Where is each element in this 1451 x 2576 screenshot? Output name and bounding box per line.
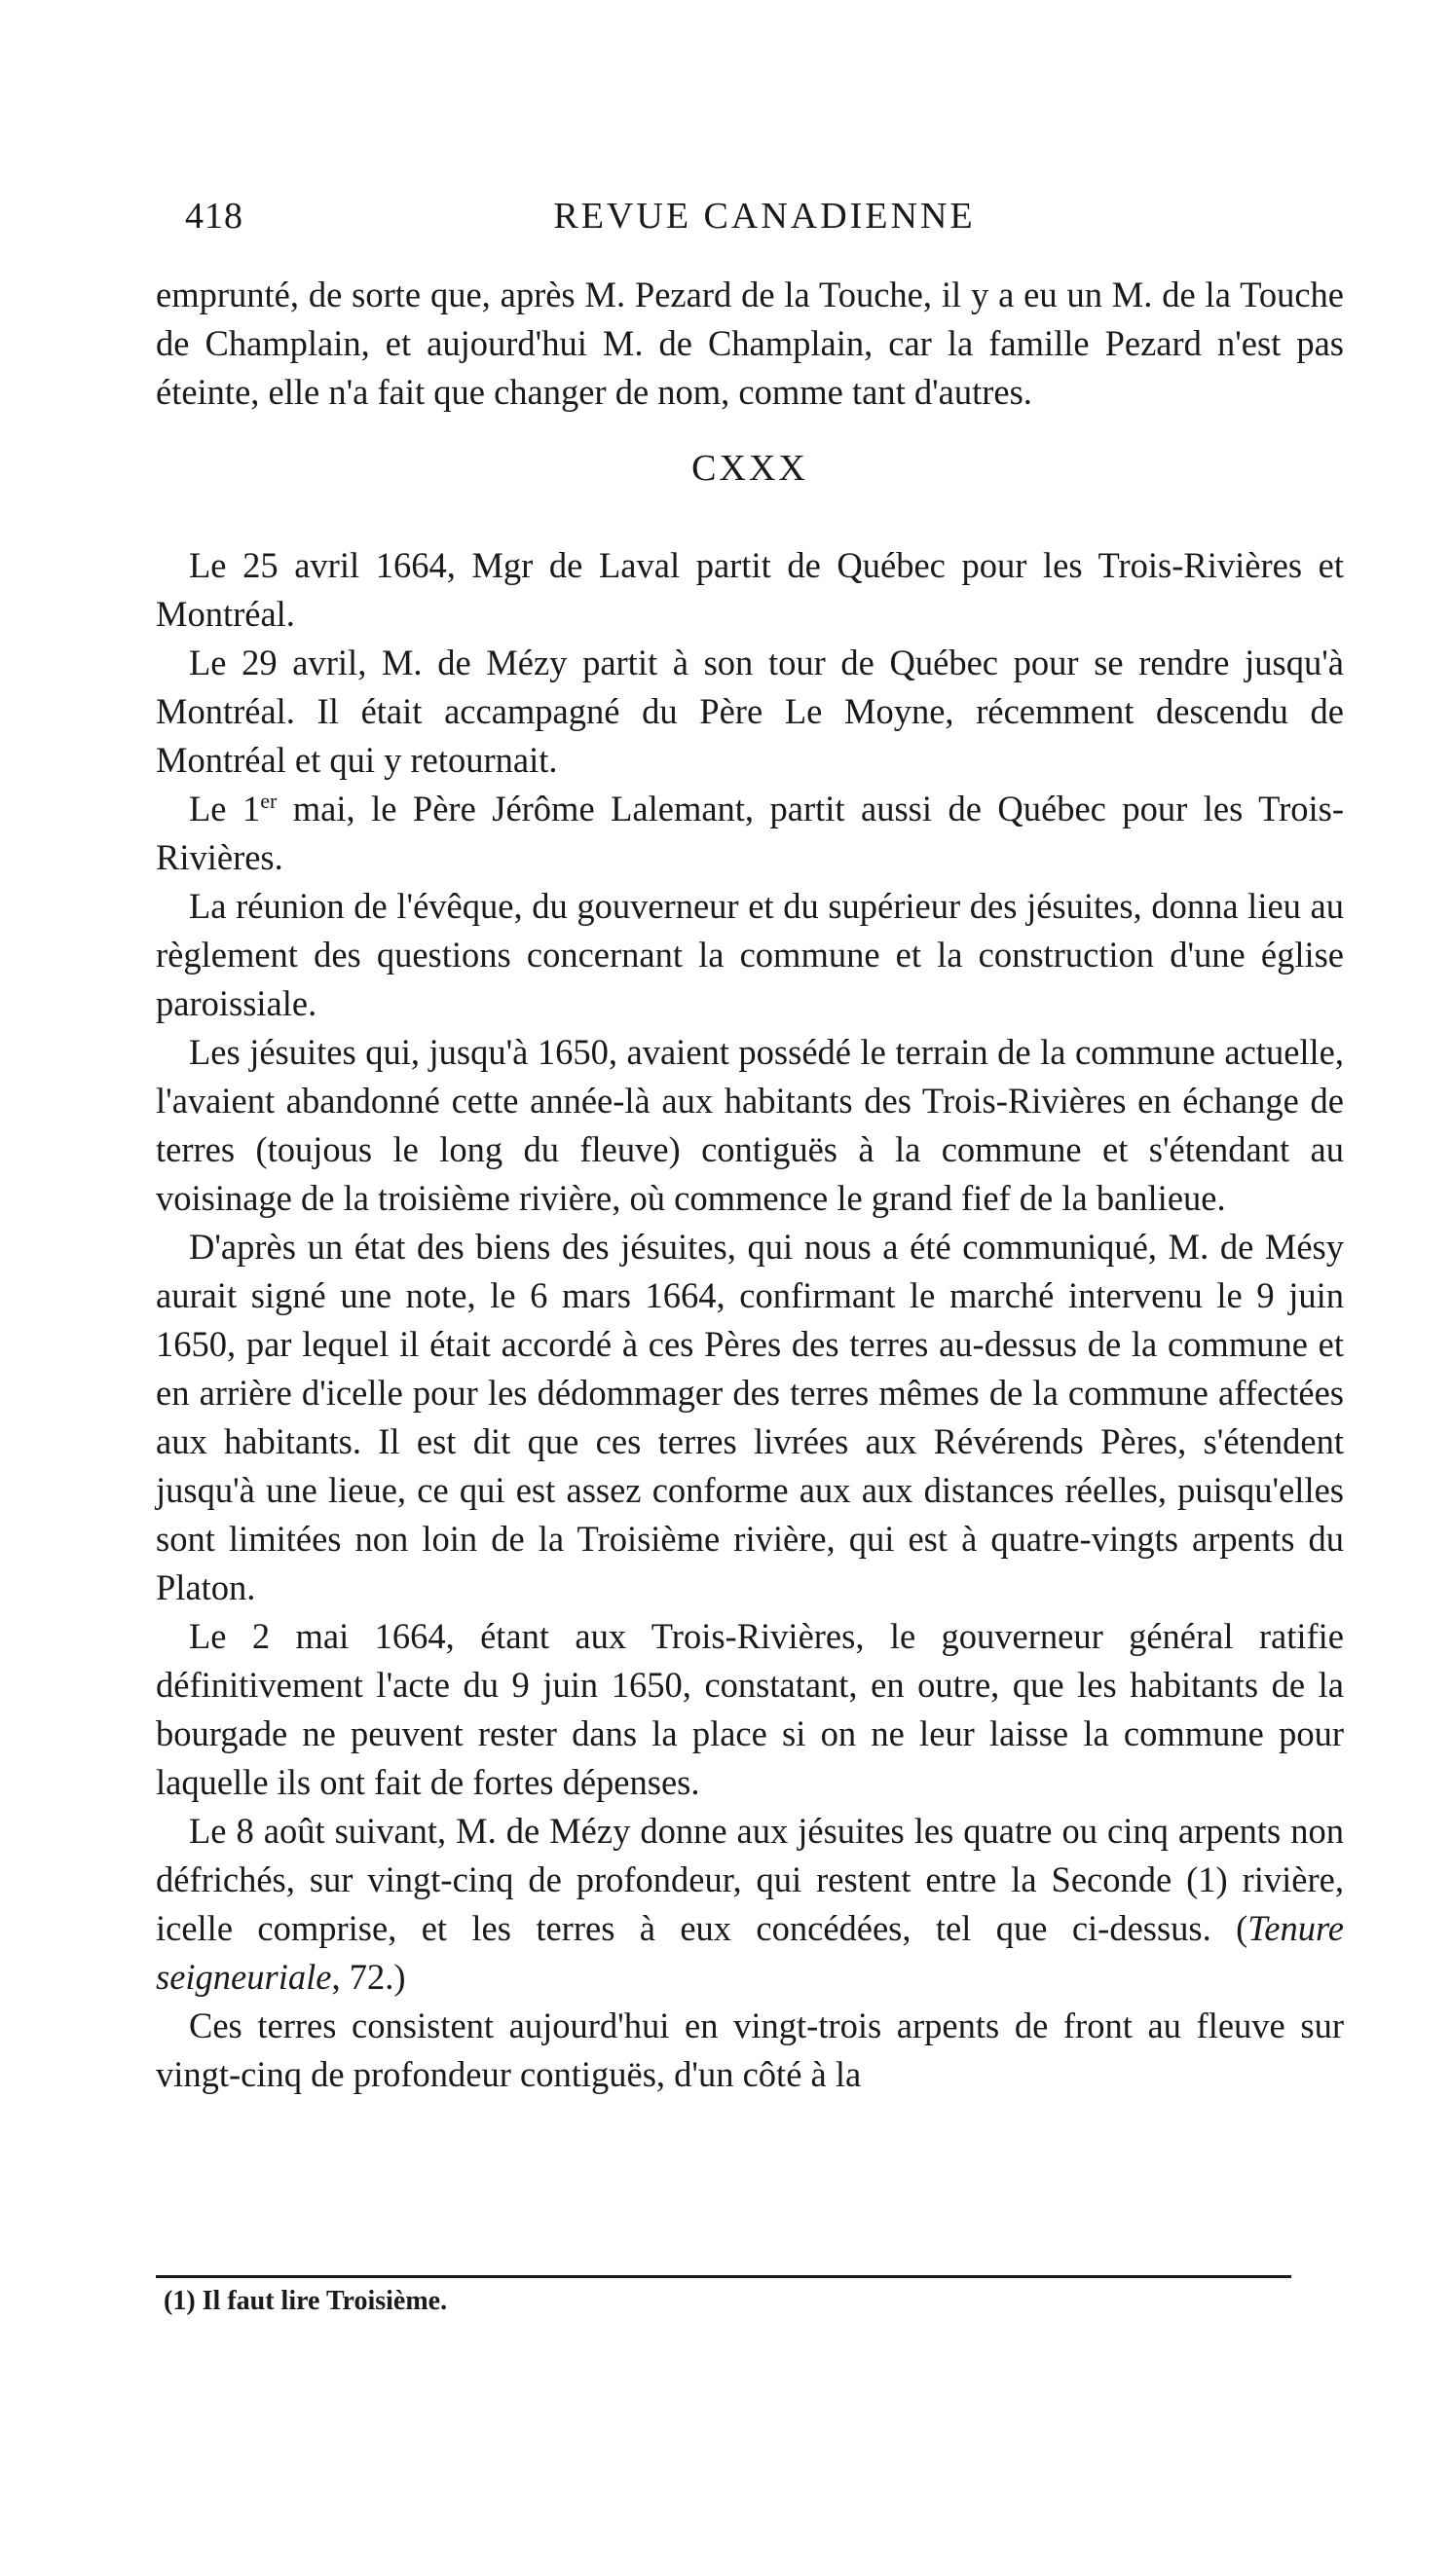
continuation-paragraph: emprunté, de sorte que, après M. Pezard de la Touche, il y a eu un M. de la Touche de Champlain, et aujourd'hui M. de Champlain, car la famille Pezard n'est pas éteinte, elle n'a fait que changer de nom, comme tant d'autres. [156,275,1344,412]
section-heading: CXXX [691,448,808,489]
paragraph-jesuites-commune: Les jésuites qui, jusqu'à 1650, avaient possédé le terrain de la commune actuelle, l'avaient abandonné cette année-là aux habitants des Trois-Rivières en échange de terres (toujous le long du fleuve) contiguës à la commune et s'étendant au voisinage de la troisième rivière, où commence le grand fief de la banlieue. [156,1032,1344,1218]
paragraph-ratification: Le 2 mai 1664, étant aux Trois-Rivières, le gouverneur général ratifie définitivement l'acte du 9 juin 1650, constatant, en outre, que les habitants de la bourgade ne peuvent rester dans la place si on ne leur laisse la commune pour laquelle ils ont fait de fortes dépenses. [156,1616,1344,1802]
ordinal-superscript: er [260,788,278,813]
paragraph-aout-end: , 72.) [331,1957,406,1997]
paragraph-etat-biens: D'après un état des biens des jésuites, qui nous a été communiqué, M. de Mésy aurait signé une note, le 6 mars 1664, confirmant le marché intervenu le 9 juin 1650, par lequel il était accordé à ces Pères des terres au-dessus de la commune et en arrière d'icelle pour les dédommager des terres mêmes de la commune affectées aux habitants. Il est dit que ces terres livrées aux Révérends Pères, s'étendent jusqu'à une lieue, ce qui est assez conforme aux aux distances réelles, puisqu'elles sont limitées non loin de la Troisième rivière, qui est à quatre-vingts arpents du Platon. [156,1227,1344,1607]
paragraph-aout [156,1807,1344,2002]
paragraph-lalemant [156,785,1344,882]
paragraph-laval: Le 25 avril 1664, Mgr de Laval partit de Québec pour les Trois-Rivières et Montréal. [156,545,1344,634]
page-number: 418 [185,196,243,237]
page-header [185,195,1344,253]
paragraph-terres: Ces terres consistent aujourd'hui en vingt-trois arpents de front au fleuve sur vingt-cinq de profondeur contiguës, d'un côté à la [156,2006,1344,2094]
paragraph-mezy-depart: Le 29 avril, M. de Mézy partit à son tour de Québec pour se rendre jusqu'à Montréal. Il était accampagné du Père Le Moyne, récemment descendu de Montréal et qui y retournait. [156,643,1344,780]
footnote-marker: (1) [164,2286,196,2316]
paragraph-reunion: La réunion de l'évêque, du gouverneur et du supérieur des jésuites, donna lieu au règlement des questions concernant la commune et la construction d'une église paroissiale. [156,886,1344,1023]
paragraph-aout-start: Le 8 août suivant, M. de Mézy donne aux jésuites les quatre ou cinq arpents non défrichés, sur vingt-cinq de profondeur, qui restent entre la Seconde (1) rivière, icelle comprise, et les terres à eux concédées, tel que ci-dessus. ( [156,1811,1344,1948]
footnote [164,2286,447,2317]
paragraph-lalemant-rest: mai, le Père Jérôme Lalemant, partit aussi de Québec pour les Trois-Rivières. [156,789,1344,877]
paragraph-lalemant-start: Le 1 [189,789,261,828]
body-text [156,271,1344,2099]
citation-title: Tenure seigneuriale [156,1908,1344,1997]
footnote-rule [156,2275,1291,2278]
footnote-text: Il faut lire Troisième. [202,2286,448,2316]
running-title: REVUE CANADIENNE [553,196,976,237]
